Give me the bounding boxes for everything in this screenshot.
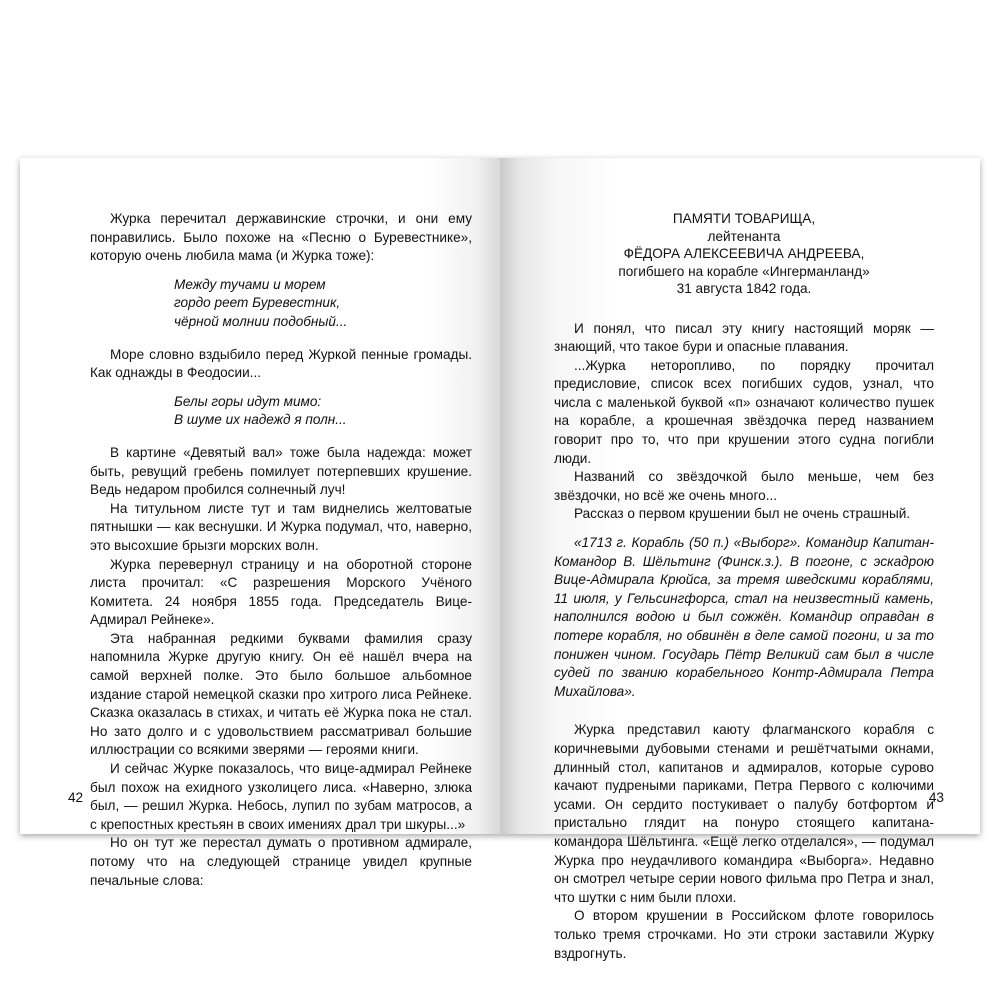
paragraph: Но он тут же перестал думать о противном адмирале, потому что на следующей странице увидел крупные печальные слова: [90, 835, 472, 888]
open-book [20, 158, 980, 961]
dedication-line: 31 августа 1842 года. [676, 281, 812, 296]
verse-block [174, 276, 472, 332]
dedication-line: ФЁДОРА АЛЕКСЕЕВИЧА АНДРЕЕВА, [623, 246, 865, 261]
right-page-text [554, 210, 934, 963]
dedication-line: погибшего на корабле «Ингерманланд» [618, 263, 870, 279]
left-page-text [90, 210, 472, 890]
paragraph: ...Журка неторопливо, по порядку прочитал предисловие, список всех погибших судов, узнал, что числа с маленькой буквой «п» означают количество пушек на корабле, а крошечная звёздочка перед названием говорит про то, что при крушении этого судна погибли люди. [554, 357, 934, 466]
quote-block: «1713 г. Корабль (50 п.) «Выборг». Командир Капитан-Командор В. Шёльтинг (Финск.з.). В погоне, с эскадрою Вице-Адмирала Крюйса, за тремя шведскими кораблями, 11 июля, у Гельсингфорса, стал на неизвестный камень, наполнился водою и был сожжён. Командир оправдан в потере корабля, но обвинён в деле самой погони, и за то понижен чином. Государь Пётр Великий сам был в числе судей по званию корабельного Контр-Адмирала Петра Михайлова». [554, 535, 934, 699]
verse-block [174, 393, 472, 430]
paragraph: Рассказ о первом крушении был не очень страшный. [574, 506, 911, 522]
paragraph: И понял, что писал эту книгу настоящий моряк — знающий, что такое бури и опасные плавания. [554, 320, 934, 355]
paragraph: Журка представил каюту флагманского корабля с коричневыми дубовыми стенами и решётчатыми окнами, длинный стол, капитанов и адмиралов, которые сурово качают пудреными париками, Петра Первого с колючими усами. Он сердито постукивает о палубу ботфортом и пристально глядит на понуро стоящего капитана-командора Шёльтинга. «Ещё легко отделался», — подумал Журка про неудачливого командира «Выборга». Недавно он смотрел четыре серии нового фильма про Петра и знал, что шутки с ним были плохи. [554, 722, 934, 905]
dedication [554, 210, 934, 298]
verse-line: чёрной молнии подобный... [174, 313, 348, 329]
paragraph: О втором крушении в Российском флоте говорилось только тремя строчками. Но эти строки заставили Журку вздрогнуть. [554, 908, 934, 961]
page-number: 42 [68, 790, 84, 805]
verse-line: гордо реет Буревестник, [174, 295, 341, 311]
paragraph: Названий со звёздочкой было меньше, чем без звёздочки, но всё же очень много... [554, 469, 934, 503]
dedication-line: ПАМЯТИ ТОВАРИЩА, [672, 211, 816, 226]
verse-line: В шуме их надежд я полн... [174, 412, 347, 428]
right-page [500, 158, 980, 961]
left-page [20, 158, 500, 888]
paragraph: И сейчас Журке показалось, что вице-адмирал Рейнеке был похож на ехидного узколицего лиса. «Наверно, злюка был, — решил Журка. Небось, лупил по зубам матросов, а с крепостных крестьян в своих имениях драл три шкуры...» [90, 761, 472, 832]
verse-line: Белы горы идут мимо: [174, 393, 322, 409]
paragraph: Эта набранная редкими буквами фамилия сразу напомнила Журке другую книгу. Он её нашёл вчера на самой верхней полке. Это было большое альбомное издание старой немецкой сказки про хитрого лиса Рейнеке. Сказка оказалась в стихах, и читать её Журка пока не стал. Но зато долго и с удовольствием рассматривал большие иллюстрации со всякими зверями — героями книги. [90, 630, 472, 758]
dedication-line: лейтенанта [707, 228, 781, 244]
page-number: 43 [928, 790, 944, 805]
paragraph: Журка перевернул страницу и на оборотной стороне листа прочитал: «С разрешения Морского Учёного Комитета. 24 ноября 1855 года. Председатель Вице-Адмирал Рейнеке». [90, 556, 472, 628]
paragraph: Море словно вздыбило перед Журкой пенные громады. Как однажды в Феодосии... [90, 346, 472, 381]
paragraph: В картине «Девятый вал» тоже была надежда: может быть, ревущий гребень помилует потерпевших крушение. Ведь недаром пробился солнечный луч! [90, 444, 472, 498]
paragraph: Журка перечитал державинские строчки, и они ему понравились. Было похоже на «Песню о Буревестнике», которую очень любила мама (и Журка тоже): [90, 211, 472, 264]
verse-line: Между тучами и морем [174, 276, 326, 292]
paragraph: На титульном листе тут и там виднелись желтоватые пятнышки — как веснушки. И Журка подумал, что, наверно, это высохшие брызги морских волн. [90, 500, 472, 553]
